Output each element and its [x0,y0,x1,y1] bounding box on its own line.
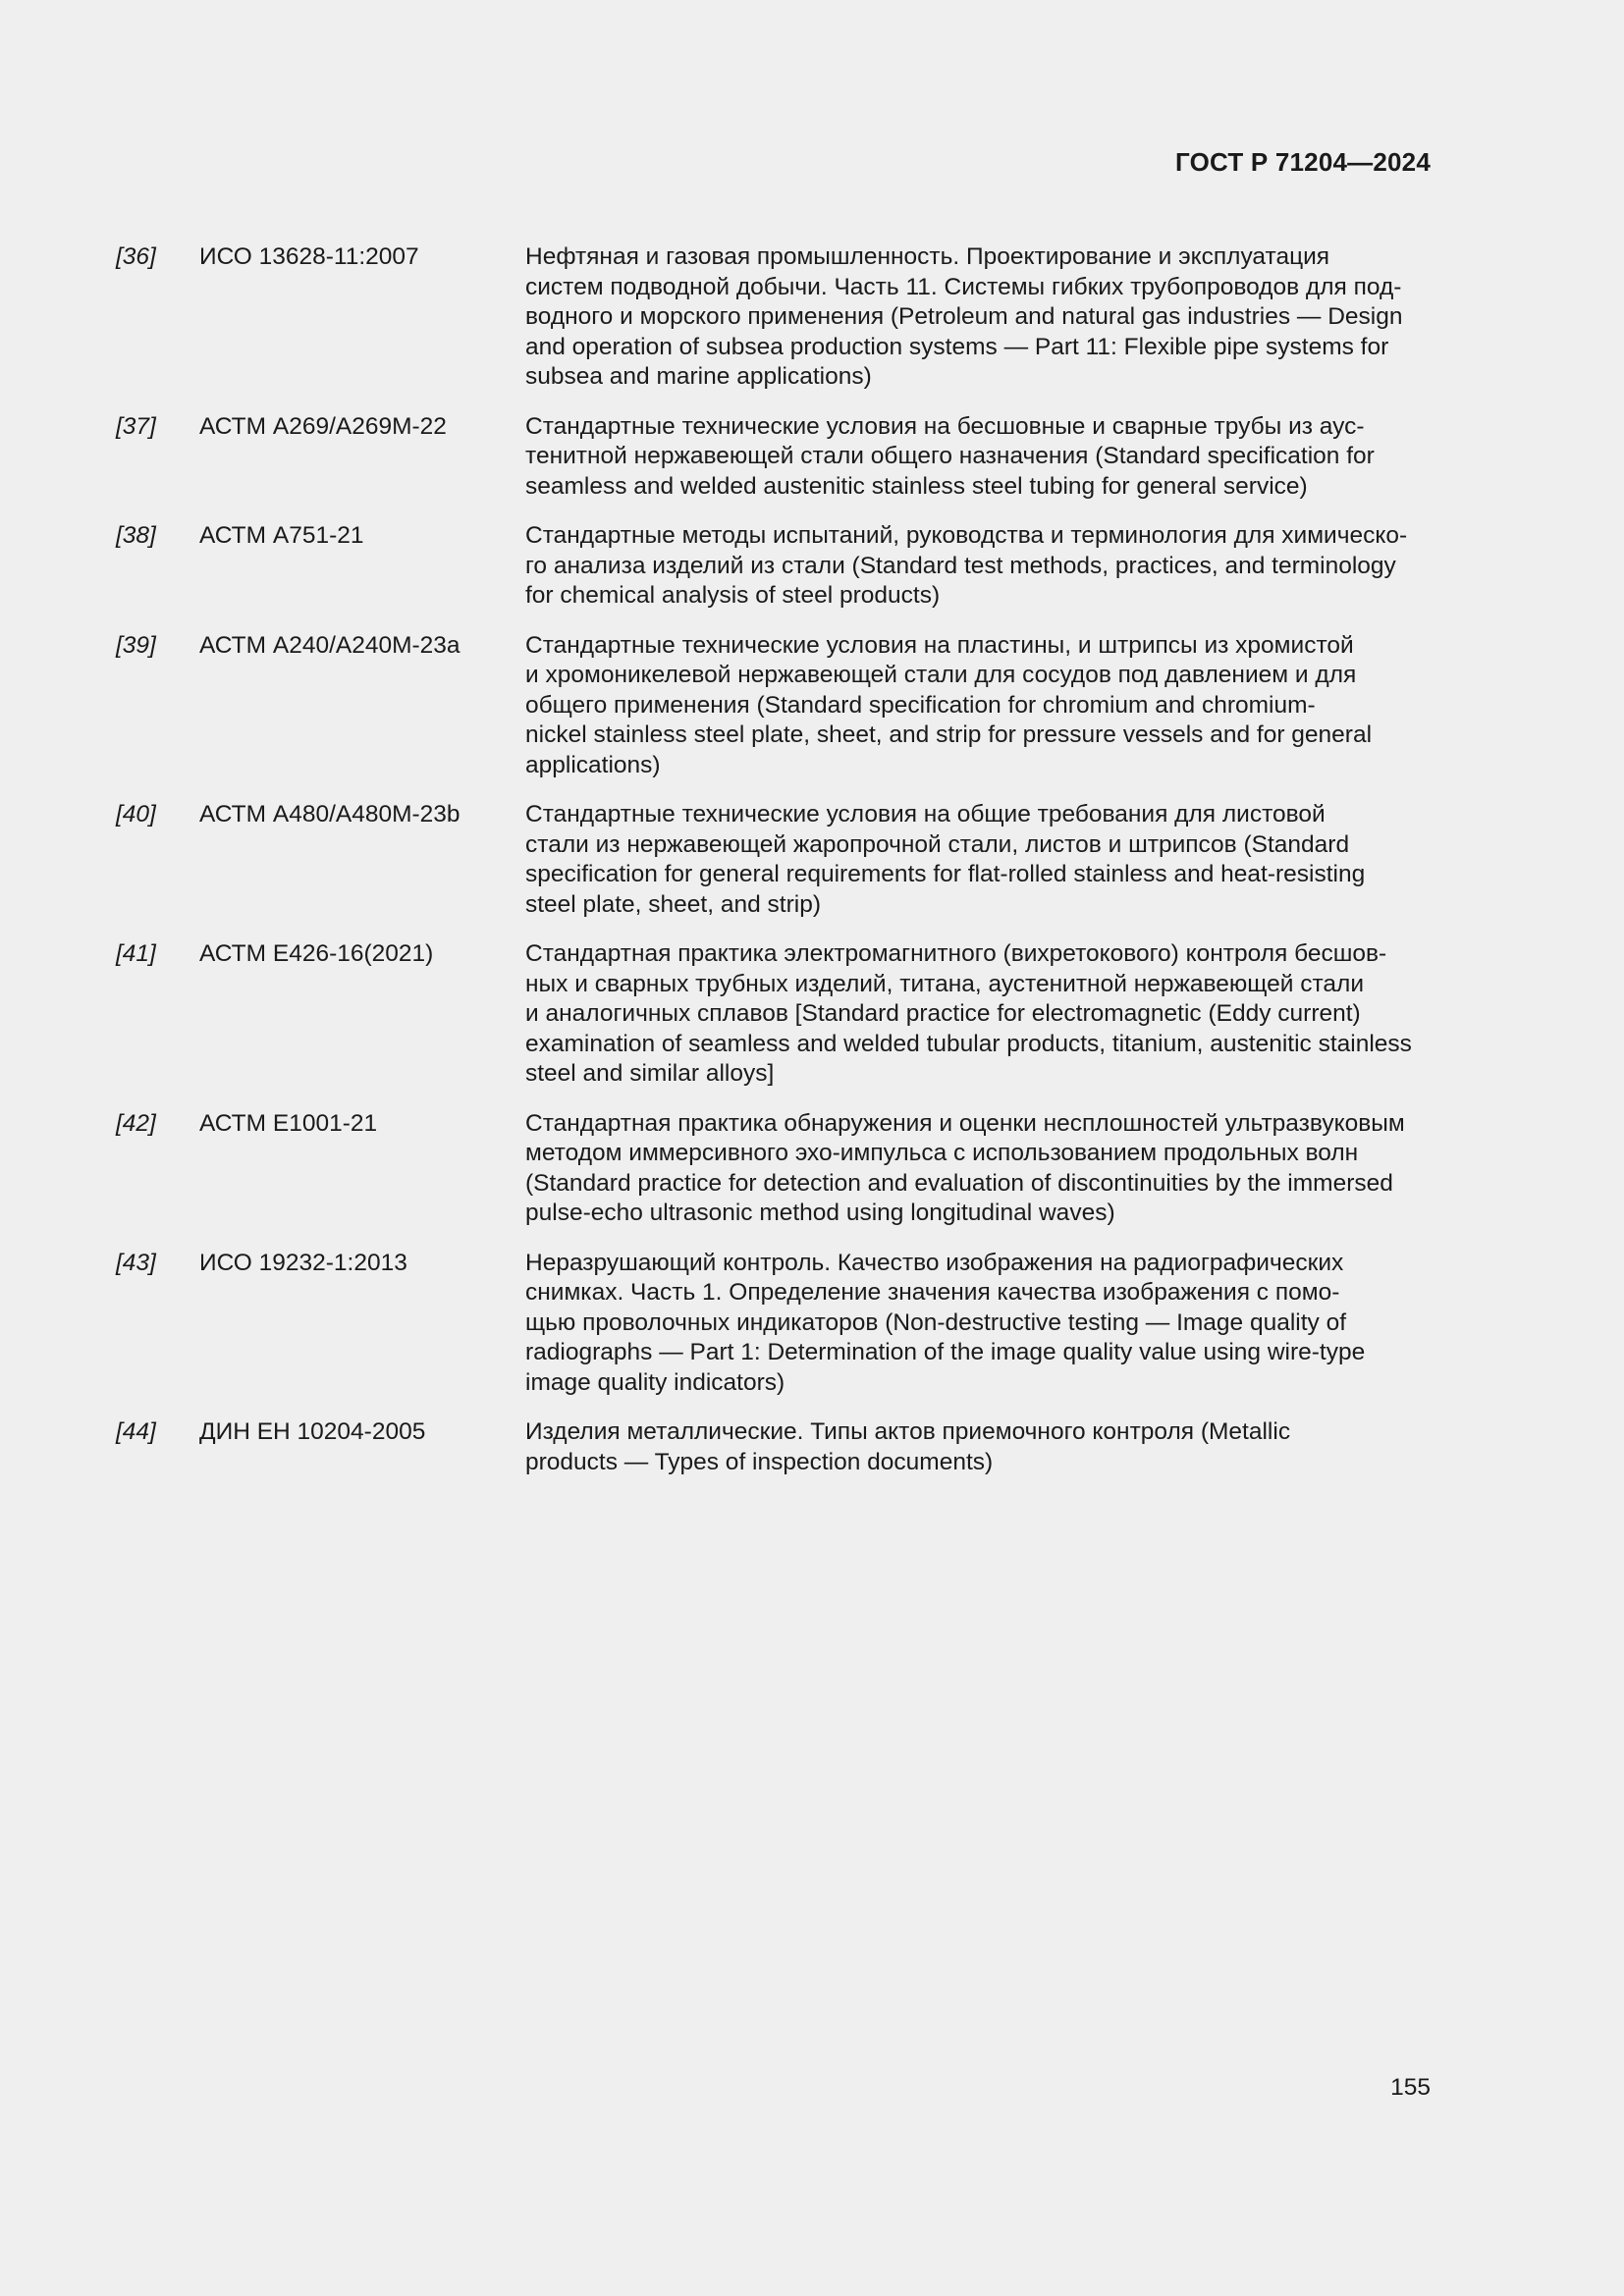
page-header-standard-id: ГОСТ Р 71204—2024 [1175,147,1431,177]
reference-number: [38] [116,522,156,549]
reference-item [116,631,1432,781]
reference-code: АСТМ А240/А240М-23а [199,631,460,659]
reference-description: Стандартная практика электромагнитного (вихретокового) контроля бесшов- ных и сварных трубных изделий, титана, аустенитной нержавеющей стали и аналогичных сплавов [Standard practice for electromagnetic (Eddy current) examination of seamless and welded tubular products, titanium, austenitic stainless steel and similar alloys] [525,940,1412,1087]
reference-description: Стандартные технические условия на пластины, и штрипсы из хромистой и хромоникелевой нержавеющей стали для сосудов под давлением и для общего применения (Standard specification for chromium and chromium- nickel stainless steel plate, sheet, and strip for pressure vessels and for general applications) [525,631,1373,778]
reference-description: Изделия металлические. Типы актов приемочного контроля (Metallic products — Types of inspection documents) [525,1418,1291,1475]
reference-number: [41] [116,940,156,967]
reference-number: [42] [116,1109,156,1137]
reference-item [116,1109,1432,1229]
reference-code: АСТМ А269/А269М-22 [199,412,447,440]
reference-number: [37] [116,412,156,440]
reference-number: [40] [116,801,156,828]
reference-code: АСТМ Е1001-21 [199,1109,378,1137]
page-number: 155 [1390,2074,1431,2101]
reference-description: Стандартная практика обнаружения и оценки несплошностей ультразвуковым методом иммерсивного эхо-импульса с использованием продольных волн (Standard practice for detection and evaluation of discontinuities by the immersed pulse-echo ultrasonic method using longitudinal waves) [525,1109,1405,1226]
reference-code: АСТМ Е426-16(2021) [199,940,434,967]
reference-code: АСТМ А751-21 [199,522,364,549]
reference-code: ИСО 19232-1:2013 [199,1249,407,1276]
reference-description: Нефтяная и газовая промышленность. Проектирование и эксплуатация систем подводной добычи. Часть 11. Системы гибких трубопроводов для под- водного и морского применения (Petroleum and natural gas industries — Design and operation of subsea production systems — Part 11: Flexible pipe systems for subsea and marine applications) [525,243,1403,390]
reference-item [116,800,1432,920]
reference-code: ДИН ЕН 10204-2005 [199,1418,426,1445]
reference-description: Стандартные технические условия на общие требования для листовой стали из нержавеющей жаропрочной стали, листов и штрипсов (Standard specification for general requirements for flat-rolled stainless and heat-resisting steel plate, sheet, and strip) [525,801,1366,918]
reference-item [116,521,1432,612]
reference-description: Неразрушающий контроль. Качество изображения на радиографических снимках. Часть 1. Определение значения качества изображения с помо- щью проволочных индикаторов (Non-destructive testing — Image quality of radiographs — Part 1: Determination of the image quality value using wire-type image quality indicators) [525,1249,1366,1396]
reference-item [116,412,1432,503]
bibliography-list [116,242,1432,1497]
reference-number: [43] [116,1249,156,1276]
reference-number: [44] [116,1418,156,1445]
reference-item [116,242,1432,393]
reference-code: АСТМ А480/А480М-23b [199,801,460,828]
reference-item [116,939,1432,1090]
reference-description: Стандартные технические условия на бесшовные и сварные трубы из аус- тенитной нержавеющей стали общего назначения (Standard specification for seamless and welded austenitic stainless steel tubing for general service) [525,412,1375,500]
reference-item [116,1249,1432,1399]
reference-description: Стандартные методы испытаний, руководства и терминология для химическо- го анализа изделий из стали (Standard test methods, practices, and terminology for chemical analysis of steel products) [525,522,1408,609]
reference-item [116,1417,1432,1477]
reference-number: [36] [116,243,156,270]
reference-code: ИСО 13628-11:2007 [199,243,419,270]
reference-number: [39] [116,631,156,659]
